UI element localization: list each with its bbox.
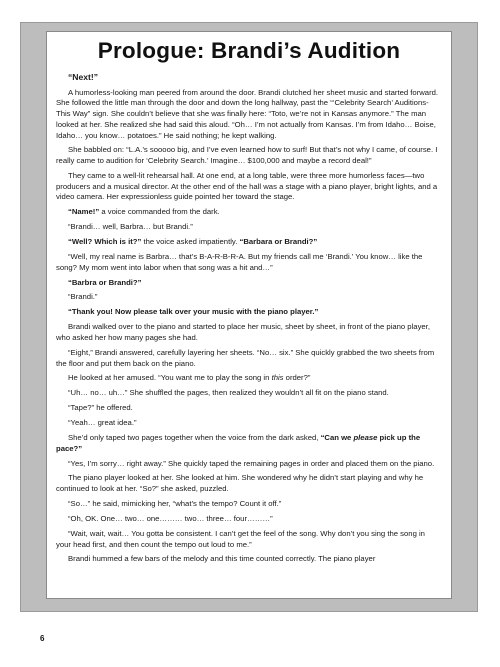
paragraph	[56, 348, 442, 369]
text-run: The piano player looked at her. She looked at him. She wondered why he didn’t start playing and why he continued to look at her. “So?” she asked, puzzled.	[56, 473, 424, 494]
paragraph	[56, 403, 442, 414]
paragraph	[56, 207, 442, 218]
paragraph	[56, 554, 442, 565]
story-body	[56, 72, 442, 565]
text-run: order?”	[283, 373, 311, 383]
text-run: Brandi hummed a few bars of the melody and this time counted correctly. The piano player	[68, 554, 376, 564]
paragraph	[56, 292, 442, 303]
paragraph	[56, 373, 442, 384]
paragraph	[56, 529, 442, 550]
paragraph	[56, 418, 442, 429]
paragraph	[56, 222, 442, 233]
paragraph	[56, 433, 442, 454]
text-run: She babbled on: “L.A.’s sooooo big, and I’ve even learned how to surf! But that’s not why I came, of course. I really came to audition for ‘Celebrity Search.’ Imagine… $100,000 and maybe a record deal!”	[56, 145, 438, 166]
text-run: “Name!”	[68, 207, 100, 217]
text-run: “Barbra or Brandi?”	[68, 277, 142, 287]
paragraph	[56, 514, 442, 525]
paragraph	[56, 459, 442, 470]
text-run: “So…” he said, mimicking her, “what’s the tempo? Count it off.”	[68, 499, 282, 509]
text-run: “Barbara or Brandi?”	[239, 237, 318, 247]
text-run: “Next!”	[68, 72, 99, 82]
paragraph	[56, 237, 442, 248]
text-run: pick up the pace?”	[56, 432, 421, 453]
text-run: “Can we	[320, 432, 354, 442]
content-panel	[46, 31, 452, 599]
text-run: “Wait, wait, wait… You gotta be consistent. I can’t get the feel of the song. Why don’t you sing the song in your head first, and then count the tempo out loud to me.”	[56, 528, 425, 549]
text-run: “Yes, I’m sorry… right away.” She quickly taped the remaining pages in order and placed them on the piano.	[68, 458, 435, 468]
text-run: “Well? Which is it?”	[68, 237, 142, 247]
text-run: They came to a well-lit rehearsal hall. At one end, at a long table, were three more humorless faces—two producers and a musical director. At the other end of the hall was a stage with a piano player, bright lights, and a video camera. Her expressionless guide pointed her toward the stage.	[56, 171, 438, 202]
paragraph	[56, 499, 442, 510]
text-run: He looked at her amused. “You want me to play the song in	[68, 373, 272, 383]
text-run: please	[353, 432, 378, 442]
text-run: “Brandi.”	[68, 292, 98, 302]
page-title: Prologue: Brandi’s Audition	[97, 38, 401, 63]
paragraph	[56, 252, 442, 273]
text-run: this	[271, 373, 284, 383]
paragraph	[56, 322, 442, 343]
text-run: “Oh, OK. One… two… one……… two… three… four………”	[68, 513, 273, 523]
paragraph	[56, 307, 442, 318]
text-run: “Thank you! Now please talk over your music with the piano player.”	[68, 307, 319, 317]
text-run: “Tape?” he offered.	[68, 403, 133, 413]
paragraph	[56, 388, 442, 399]
paragraph	[56, 88, 442, 142]
text-run: She’d only taped two pages together when the voice from the dark asked,	[68, 432, 321, 442]
text-run: “Yeah… great idea.”	[68, 418, 137, 428]
text-run: A humorless-looking man peered from around the door. Brandi clutched her sheet music and started forward. She followed the little man through the door and down the long hallway, past the “‘Celebrity Search’ Auditions-This Way” sign. She couldn’t believe that she was finally here: “Toto, we’re not in Kansas anymore.” The man looked at her. She realized she had said this aloud. “Oh… I’m not actually from Kansas. I’m from Idaho… Boise, Idaho… you know… potatoes.” He said nothing; he kept walking.	[56, 87, 439, 140]
text-run: “Well, my real name is Barbra… that’s B-A-R-B-R-A. But my friends call me ‘Brandi.’ You know… like the song? My mom went into labor when that song was a hit and…”	[56, 251, 423, 272]
paragraph	[56, 72, 442, 83]
page-number: 6	[40, 634, 45, 643]
text-run: the voice asked impatiently.	[141, 237, 240, 247]
text-run: Brandi walked over to the piano and started to place her music, sheet by sheet, in front of the piano player, who asked her how many pages she had.	[56, 322, 430, 342]
text-run: “Brandi… well, Barbra… but Brandi.”	[68, 222, 193, 232]
paragraph	[56, 145, 442, 166]
text-run: “Eight,” Brandi answered, carefully layering her sheets. “No… six.” She quickly grabbed the two sheets from the floor and put them back on the piano.	[56, 347, 435, 368]
text-run: “Uh… no… uh…” She shuffled the pages, then realized they wouldn’t all fit on the piano stand.	[68, 388, 389, 398]
paragraph	[56, 278, 442, 289]
paragraph	[56, 473, 442, 494]
paragraph	[56, 171, 442, 203]
text-run: a voice commanded from the dark.	[99, 207, 220, 217]
